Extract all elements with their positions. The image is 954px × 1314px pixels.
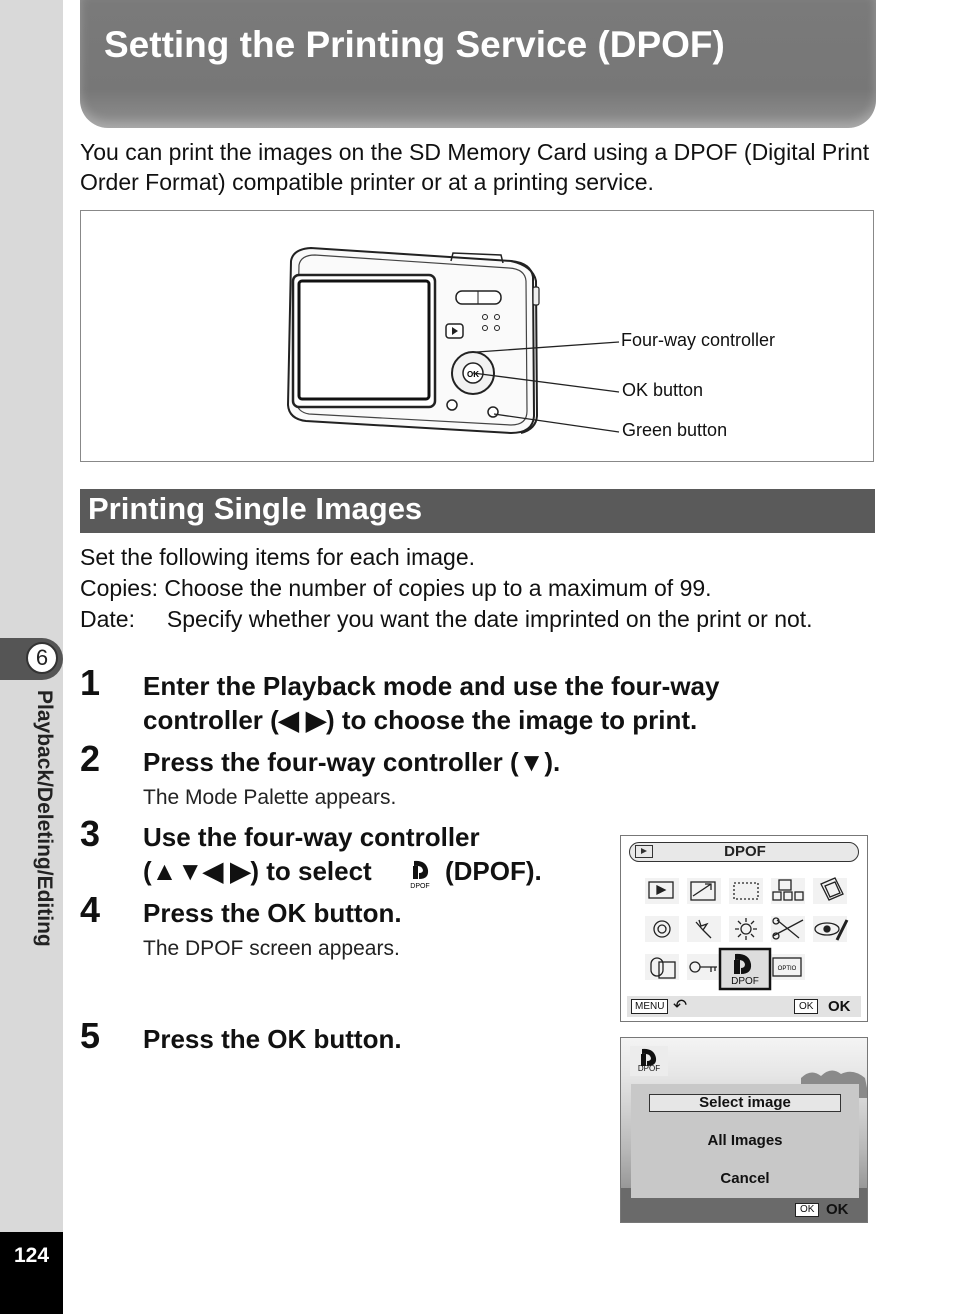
intro-paragraph: You can print the images on the SD Memory Card using a DPOF (Digital Print Order Format) compatible printer or at a printing service.: [80, 139, 870, 195]
step-3-line-3: (DPOF).: [445, 856, 542, 886]
callout-ok-button: OK button: [622, 380, 704, 400]
chapter-number: 6: [26, 642, 58, 674]
step-number-2: 2: [80, 738, 101, 779]
option-cancel[interactable]: Cancel: [720, 1170, 770, 1187]
step-number-3: 3: [80, 813, 101, 854]
camera-figure: [80, 210, 874, 462]
step-4-line-1: Press the OK button.: [143, 898, 402, 928]
option-all-images[interactable]: All Images: [707, 1132, 783, 1149]
step-1-line-2: controller (◀ ▶) to choose the image to print.: [143, 705, 698, 735]
step-1-line-1: Enter the Playback mode and use the four-way: [143, 671, 720, 701]
section-title: Printing Single Images: [88, 491, 423, 526]
ok-label: OK: [828, 998, 851, 1015]
svg-text:DPOF: DPOF: [410, 883, 430, 889]
step-number-1: 1: [80, 662, 101, 703]
step-3-line-2: (▲▼◀ ▶) to select: [143, 856, 372, 886]
callout-green-button: Green button: [622, 420, 728, 440]
chapter-title-vertical: [24, 690, 64, 1010]
chapter-title: Playback/Deleting/Editing: [33, 690, 56, 947]
back-arrow-icon: ↶: [673, 996, 688, 1015]
page-title: Setting the Printing Service (DPOF): [104, 24, 725, 65]
callout-four-way-controller: Four-way controller: [621, 330, 776, 350]
option-select-image[interactable]: Select image: [699, 1094, 791, 1111]
step-number-5: 5: [80, 1015, 101, 1056]
step-2-line-1: Press the four-way controller (▼).: [143, 747, 561, 777]
step-5-line-1: Press the OK button.: [143, 1024, 402, 1054]
mode-palette-screen: [620, 835, 868, 1022]
svg-text:OPTIO: OPTIO: [777, 966, 797, 972]
palette-selected-label: DPOF: [731, 976, 759, 987]
ok-key: OK: [794, 999, 818, 1014]
page-number: 124: [13, 1244, 50, 1267]
palette-header-label: DPOF: [724, 843, 766, 860]
dpof-icon: [404, 857, 436, 889]
section-line-1: Set the following items for each image.: [80, 544, 476, 570]
step-3-line-1: Use the four-way controller: [143, 822, 480, 852]
dpof-ok-key: OK: [795, 1203, 819, 1217]
step-number-4: 4: [80, 889, 101, 930]
dpof-ok-label: OK: [826, 1201, 849, 1218]
svg-text:OK: OK: [467, 370, 479, 379]
dpof-screen-icon-label: DPOF: [637, 1064, 661, 1073]
step-2-sub: The Mode Palette appears.: [143, 786, 397, 809]
step-4-sub: The DPOF screen appears.: [143, 937, 400, 960]
section-line-copies: Copies: Choose the number of copies up to a maximum of 99.: [80, 575, 712, 601]
menu-key: MENU: [631, 999, 668, 1014]
section-line-date: Date: Specify whether you want the date imprinted on the print or not.: [80, 606, 813, 632]
dpof-screen: [620, 1037, 868, 1223]
